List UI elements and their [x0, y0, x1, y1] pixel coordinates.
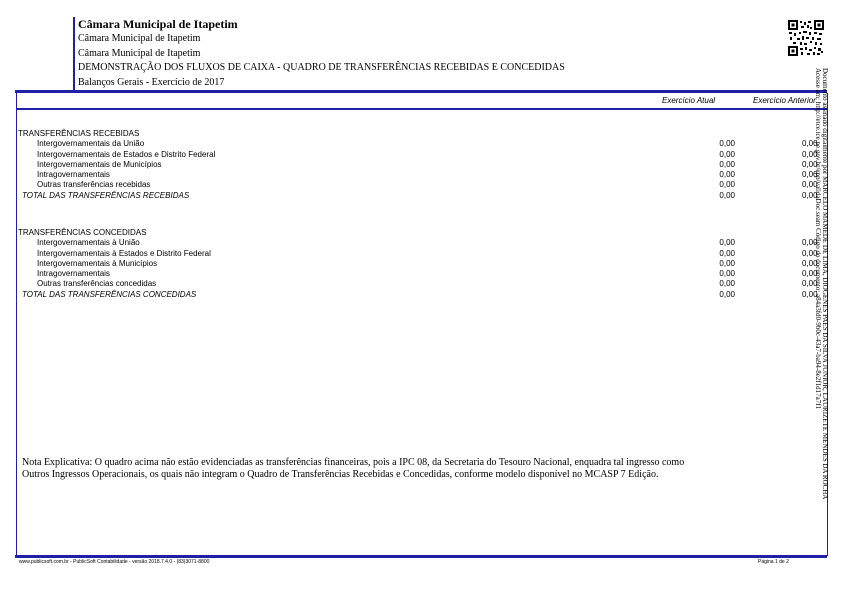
total-label: TOTAL DAS TRANSFERÊNCIAS RECEBIDAS — [22, 190, 190, 200]
row-current-value: 0,00 — [719, 258, 735, 268]
table-row — [18, 139, 818, 149]
table-row — [18, 160, 818, 170]
row-label: Intragovernamentais — [37, 170, 110, 180]
header-accent-bar — [73, 17, 75, 90]
row-label: Intergovernamentais da União — [37, 139, 145, 149]
table-row — [18, 170, 818, 180]
row-label: Outras transferências concedidas — [37, 279, 157, 289]
row-label: Intergovernamentais de Municípios — [37, 159, 162, 169]
qr-code-icon — [788, 20, 824, 56]
total-prior-value: 0,00 — [802, 289, 818, 299]
table-row — [18, 269, 818, 279]
row-prior-value: 0,00 — [802, 159, 818, 169]
section-title-row — [18, 129, 818, 139]
signature-line-2: Acesse em: http://etce.tce.pe.gov.br/epp/validaDoc.seam Código do documento: a84a3fd0-9b0c-43a7-ba94-8e2f1d17a7f1 — [814, 68, 822, 410]
table-row — [18, 259, 818, 269]
column-prior-year: Exercício Anterior — [753, 96, 816, 105]
footer-divider — [15, 555, 827, 558]
row-prior-value: 0,00 — [802, 238, 818, 248]
table-row — [18, 150, 818, 160]
organization-name: Câmara Municipal de Itapetim — [78, 17, 238, 31]
note-line-1: Nota Explicativa: O quadro acima não estão evidenciadas as transferências financeiras, pois a IPC 08, da Secretaria do Tesouro Nacional, enquadra tal ingresso como — [22, 457, 685, 468]
table-row — [18, 180, 818, 190]
row-prior-value: 0,00 — [802, 139, 818, 149]
row-current-value: 0,00 — [719, 180, 735, 190]
footer-software-credit: www.publicsoft.com.br - PublicSoft Contabilidade - versão 2018.7.4.0 - (83)3071-8800 — [19, 559, 210, 565]
row-prior-value: 0,00 — [802, 258, 818, 268]
row-prior-value: 0,00 — [802, 269, 818, 279]
report-header — [78, 16, 778, 90]
section-received — [18, 129, 818, 201]
entity-line-2: Câmara Municipal de Itapetim — [78, 47, 201, 59]
column-current-year: Exercício Atual — [662, 96, 716, 105]
digital-signature-stamp — [814, 68, 828, 568]
row-current-value: 0,00 — [719, 248, 735, 258]
table-row — [18, 238, 818, 248]
row-label: Outras transferências recebidas — [37, 180, 151, 190]
total-current-value: 0,00 — [719, 289, 735, 299]
row-label: Intergovernamentais à Estados e Distrito Federal — [37, 248, 211, 258]
row-prior-value: 0,00 — [802, 180, 818, 190]
column-header-divider — [16, 108, 827, 110]
total-row — [18, 290, 818, 300]
explanatory-note — [22, 457, 782, 481]
total-prior-value: 0,00 — [802, 190, 818, 200]
footer-page-number: Página 1 de 2 — [758, 559, 789, 565]
row-label: Intergovernamentais à União — [37, 238, 140, 248]
total-label: TOTAL DAS TRANSFERÊNCIAS CONCEDIDAS — [22, 289, 197, 299]
row-prior-value: 0,00 — [802, 170, 818, 180]
row-prior-value: 0,00 — [802, 279, 818, 289]
total-row — [18, 191, 818, 201]
row-current-value: 0,00 — [719, 139, 735, 149]
section-title: TRANSFERÊNCIAS CONCEDIDAS — [18, 228, 147, 237]
row-prior-value: 0,00 — [802, 149, 818, 159]
report-title: DEMONSTRAÇÃO DOS FLUXOS DE CAIXA - QUADRO DE TRANSFERÊNCIAS RECEBIDAS E CONCEDIDAS — [78, 62, 565, 73]
total-current-value: 0,00 — [719, 190, 735, 200]
row-current-value: 0,00 — [719, 269, 735, 279]
note-line-2: Outros Ingressos Operacionais, os quais não integram o Quadro de Transferências Recebidas e Concedidas, conforme modelo disponível no MCASP 7 Edição. — [22, 469, 659, 480]
section-granted — [18, 228, 818, 300]
row-current-value: 0,00 — [719, 170, 735, 180]
entity-line-1: Câmara Municipal de Itapetim — [78, 33, 201, 44]
row-current-value: 0,00 — [719, 149, 735, 159]
row-current-value: 0,00 — [719, 159, 735, 169]
row-prior-value: 0,00 — [802, 248, 818, 258]
signature-line-1: Documento assinado digitalmente por MARCELO MAMEDE DE LIMA, DIOGENES PAES DA SILVA JUNIOR, LAURIZETE MENDES DA ROCHA — [821, 68, 829, 500]
table-row — [18, 279, 818, 289]
section-title-row — [18, 228, 818, 238]
row-current-value: 0,00 — [719, 238, 735, 248]
table-row — [18, 249, 818, 259]
row-label: Intergovernamentais de Estados e Distrito Federal — [37, 149, 216, 159]
row-current-value: 0,00 — [719, 279, 735, 289]
section-title: TRANSFERÊNCIAS RECEBIDAS — [18, 129, 140, 138]
row-label: Intergovernamentais à Municípios — [37, 258, 158, 268]
row-label: Intragovernamentais — [37, 269, 110, 279]
report-subtitle: Balanços Gerais - Exercício de 2017 — [78, 76, 225, 88]
